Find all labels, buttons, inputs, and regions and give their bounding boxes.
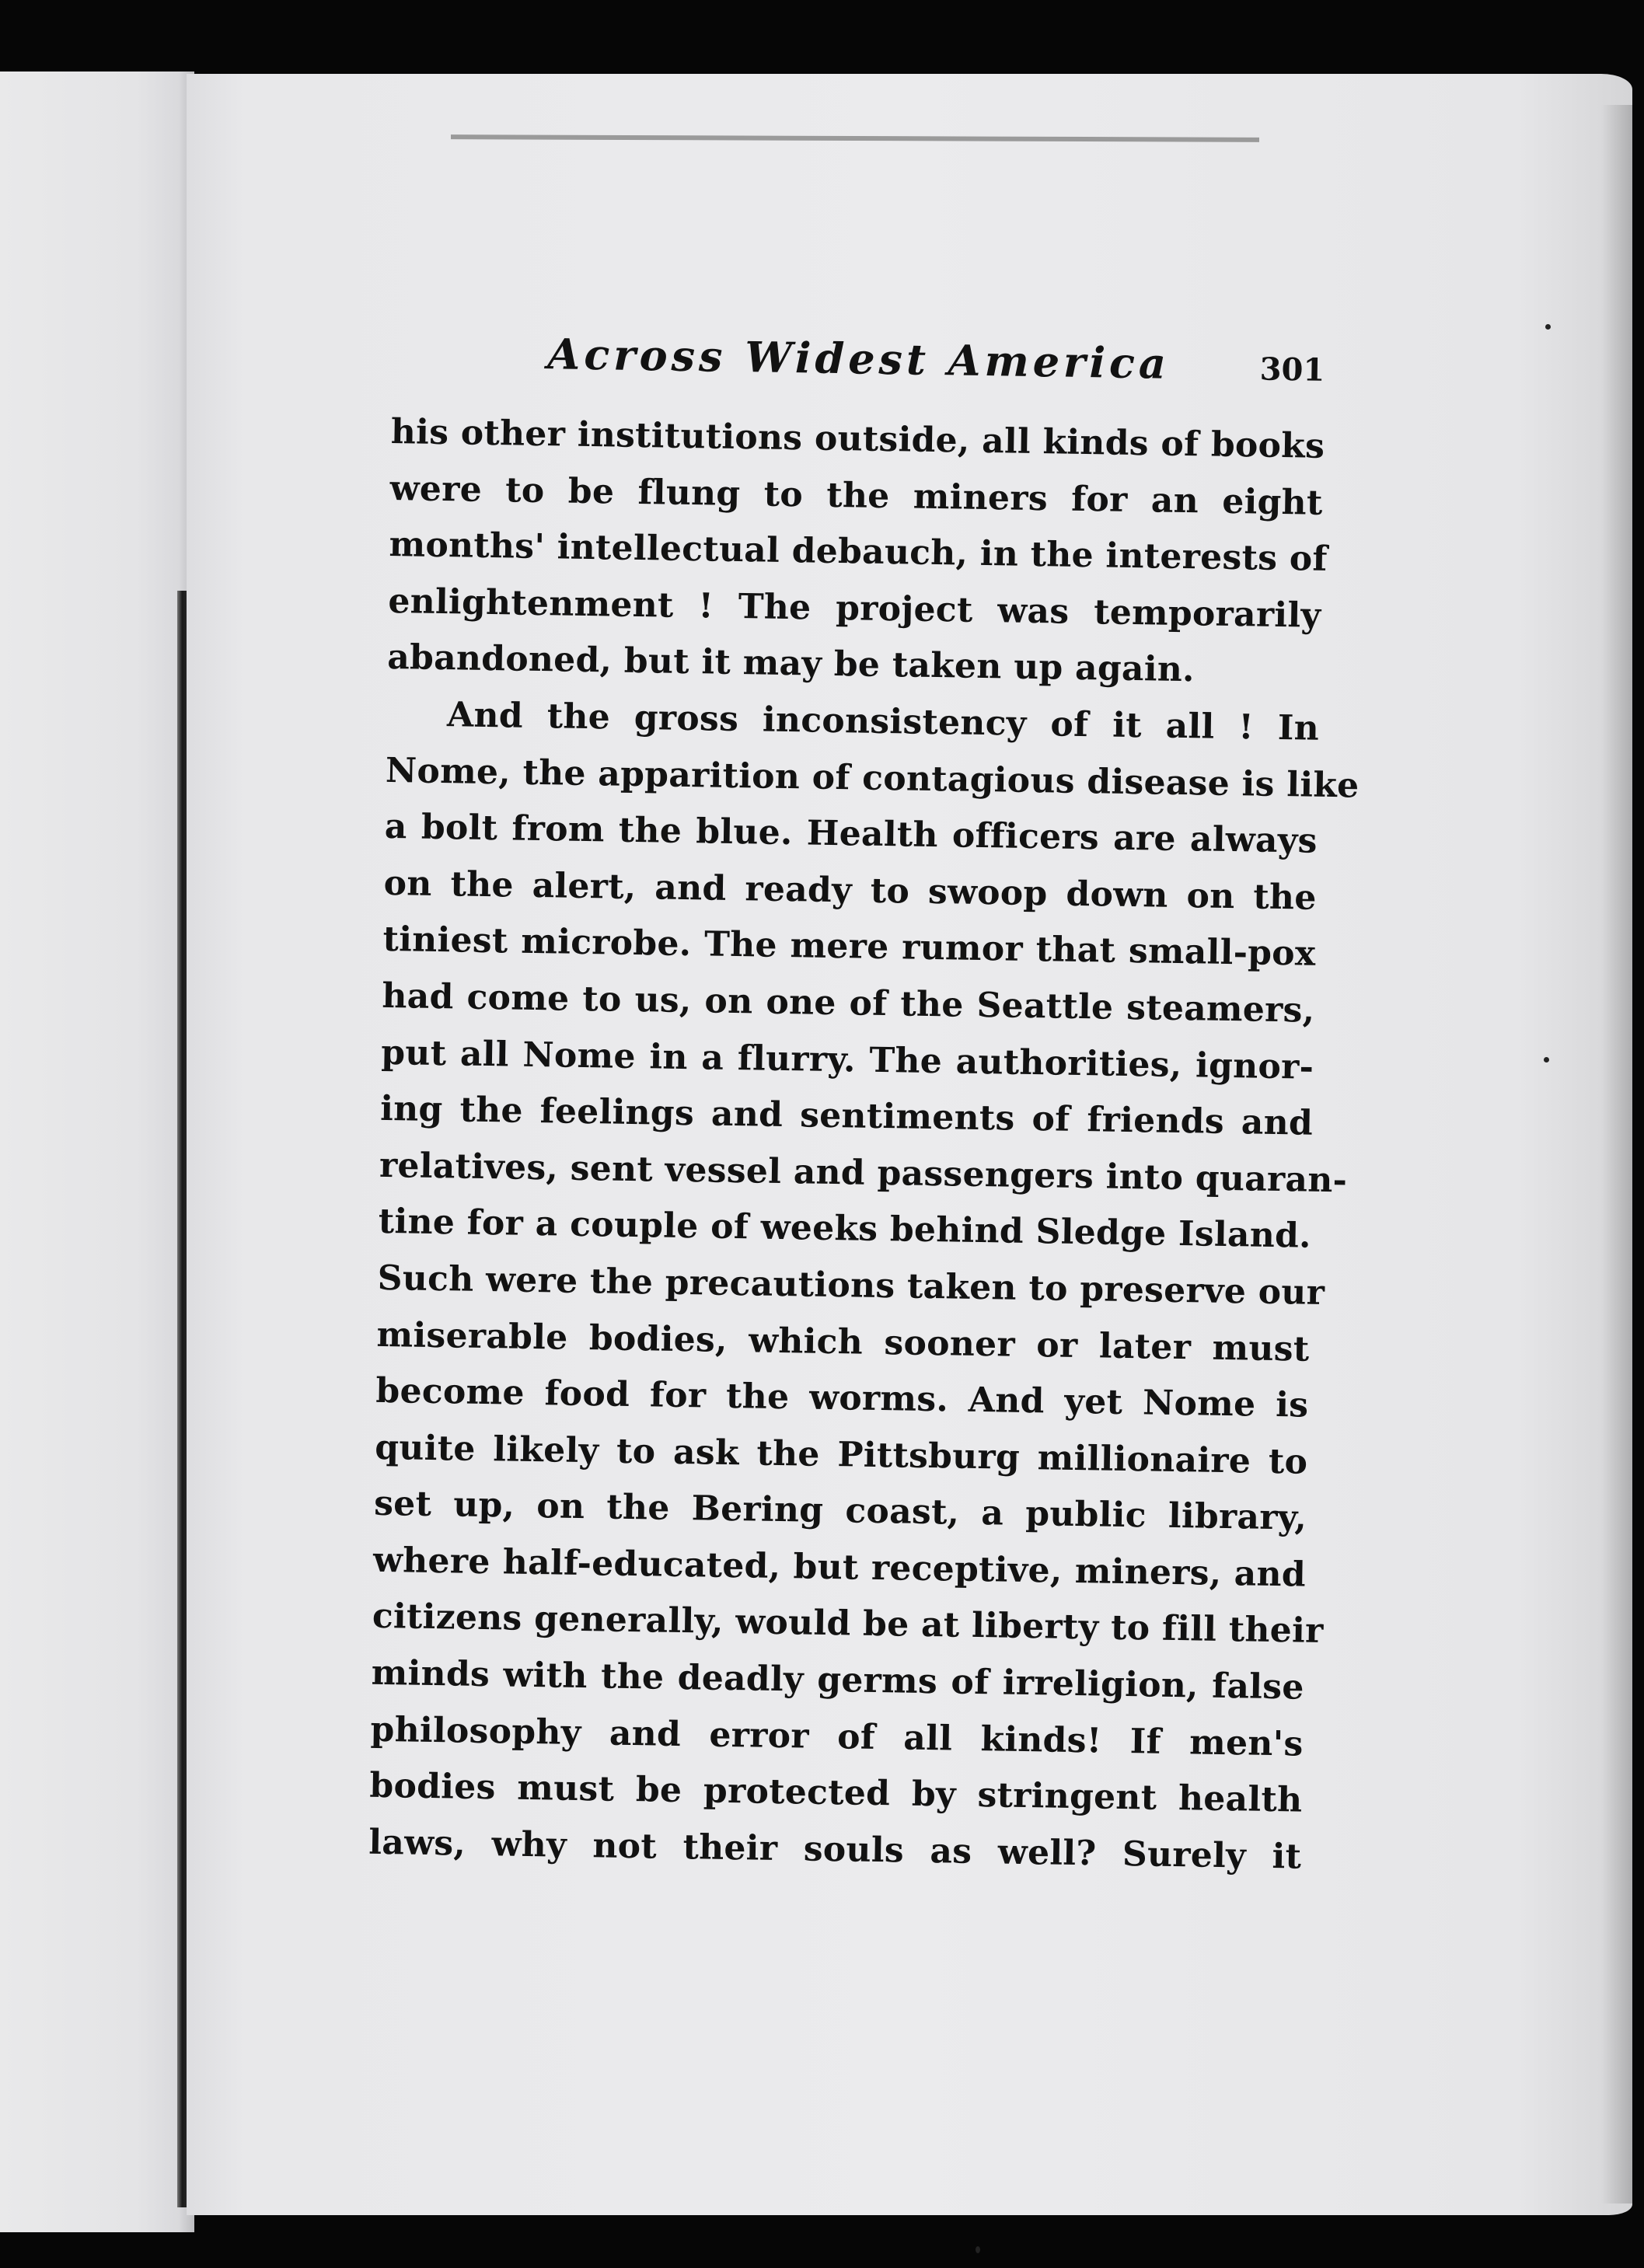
text-line: a bolt from the blue. Health officers are always: [384, 807, 1318, 861]
page-top-edge: [451, 134, 1259, 142]
text-line: were to be flung to the miners for an eight: [389, 468, 1323, 523]
text-line: set up, on the Bering coast, a public library,: [373, 1484, 1307, 1538]
dust-speck: [1545, 324, 1551, 330]
facing-page-edge: [0, 72, 194, 2232]
text-line: ing the feelings and sentiments of friends and: [379, 1089, 1314, 1143]
text-line: bodies must be protected by stringent health: [369, 1766, 1303, 1820]
text-line: on the alert, and ready to swoop down on the: [383, 863, 1318, 918]
text-line: Nome, the apparition of contagious disease is like: [385, 750, 1360, 806]
text-line: had come to us, on one of the Seattle steamers,: [382, 975, 1315, 1031]
text-line: tiniest microbe. The mere rumor that small-pox: [382, 919, 1316, 975]
text-line: his other institutions outside, all kinds of books: [390, 411, 1325, 466]
text-line: abandoned, but it may be taken up again.: [386, 637, 1195, 690]
text-line: where half-educated, but receptive, miners, and: [372, 1540, 1307, 1595]
text-line: become food for the worms. And yet Nome is: [375, 1370, 1309, 1425]
text-line: put all Nome in a flurry. The authorities, ignor-: [380, 1032, 1314, 1087]
dust-speck: [1544, 1057, 1549, 1062]
text-line: citizens generally, would be at liberty to fill their: [372, 1596, 1324, 1652]
dust-speck: [976, 2246, 980, 2253]
text-line: And the gross inconsistency of it all ! In: [446, 695, 1320, 748]
text-line: minds with the deadly germs of irreligion, false: [371, 1652, 1305, 1708]
paragraph-2: [368, 686, 1360, 1886]
running-head: [391, 326, 1325, 419]
text-line: quite likely to ask the Pittsburg millionaire to: [374, 1427, 1308, 1482]
paragraph-1: [386, 404, 1328, 701]
text-line: laws, why not their souls as well? Surely it: [368, 1822, 1302, 1877]
text-line: tine for a couple of weeks behind Sledge Island.: [378, 1202, 1312, 1257]
text-line: enlightenment ! The project was temporarily: [388, 581, 1321, 636]
text-line: relatives, sent vessel and passengers into quaran-: [379, 1145, 1348, 1201]
text-line: miserable bodies, which sooner or later must: [376, 1314, 1310, 1370]
page-edge-shadow: [1601, 105, 1632, 2203]
text-line: Such were the precautions taken to preserve our: [377, 1258, 1325, 1313]
page-number: 301: [1259, 351, 1325, 389]
text-line: months' intellectual debauch, in the interests of: [389, 525, 1328, 580]
text-line: philosophy and error of all kinds! If men's: [370, 1709, 1304, 1764]
running-title: Across Widest America: [546, 329, 1171, 389]
page-text: [368, 326, 1360, 1886]
